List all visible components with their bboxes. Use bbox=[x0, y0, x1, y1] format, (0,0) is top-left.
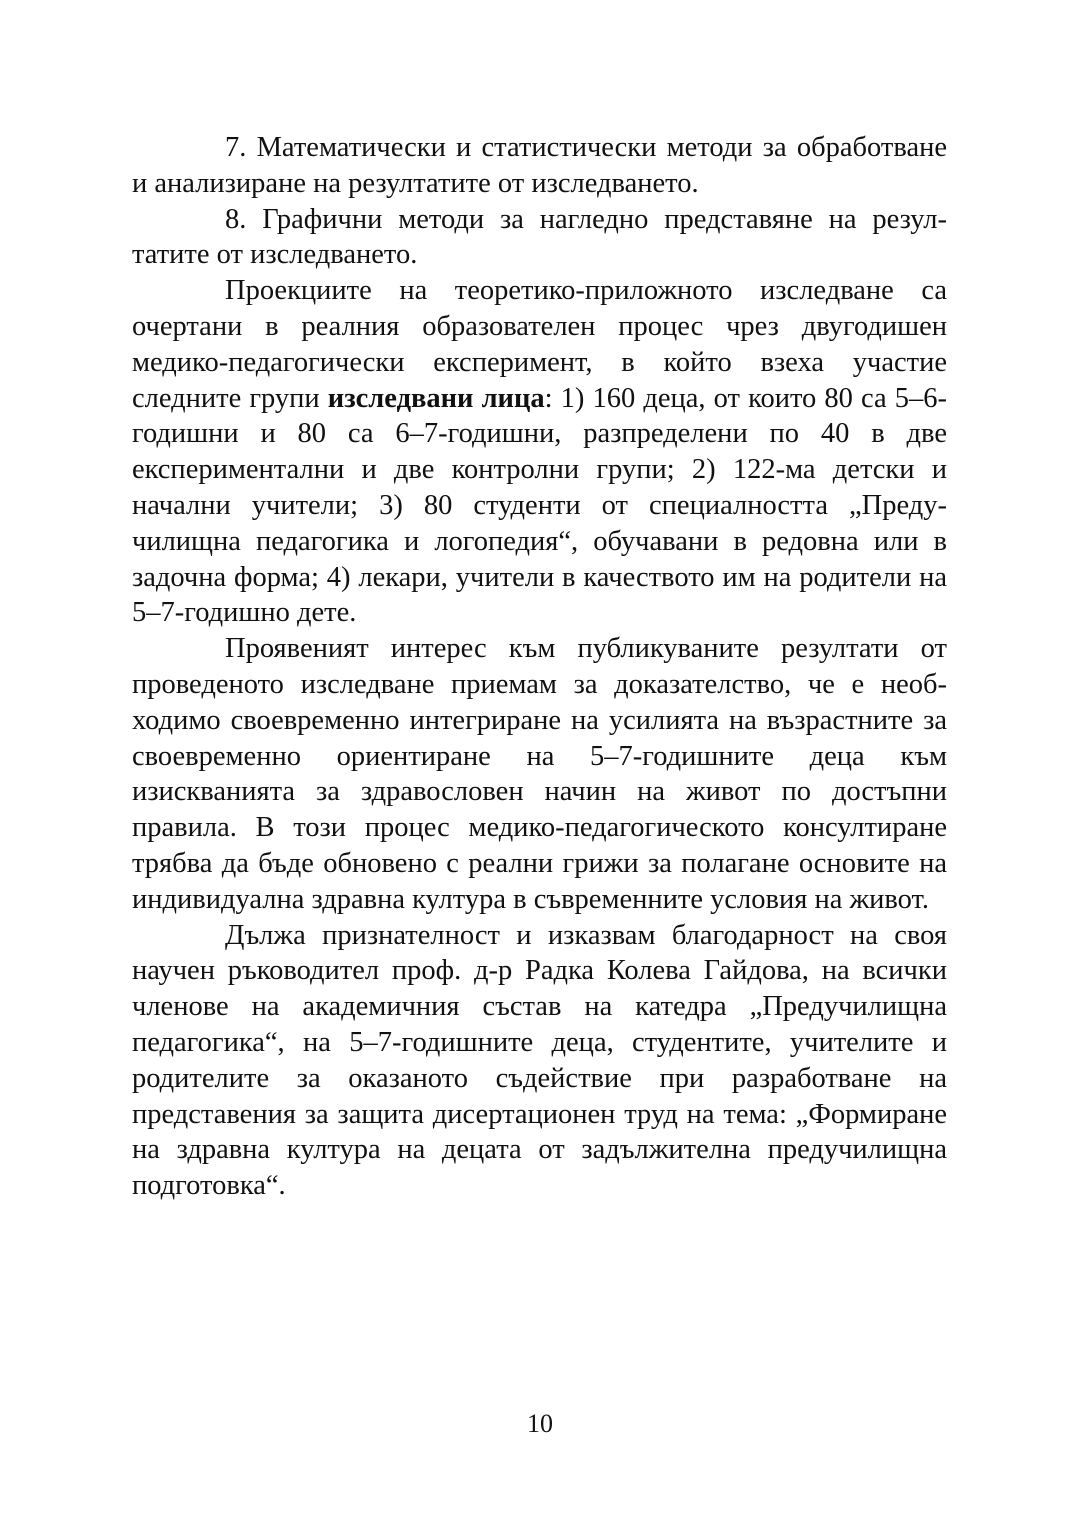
paragraph-experiment-end: : 1) 160 деца, от които 80 са 5–6-годишни и 80 са 6–7-годишни, разпределени по 40 в две експериментални и две контролни групи; 2) 122-ма детски и начални учители; 3) 80 студенти от специалността „Предучилищна педагогика и логопедия“, обучавани в редовна или в задочна форма; 4) лекари, учители в качеството им на родители на 5–7-годишно дете. bbox=[132, 382, 947, 629]
paragraph-interest: Проявеният интерес към публикуваните резултати от проведеното изследване приемам за доказателство, че е необходимо своевременно интегриране на усилията на възрастните за своевременно ориентиране на 5–7-годишните деца към изискванията за здравословен начин на живот по достъпни правила. В този процес медико-педагогическото консултиране трябва да бъде обновено с реални грижи за полагане основите на индивидуална здравна култура в съвременните условия на живот. bbox=[132, 633, 947, 915]
paragraph-acknowledgement: Дължа признателност и изказвам благодарност на своя научен ръководител проф. д-р Радка Колева Гайдова, на всички членове на академичния състав на катедра „Предучилищна педагогика“, на 5–7-годишните деца, студентите, учителите и родителите за оказаното съдействие при разработване на представения за защита дисертационен труд на тема: „Формиране на здравна култура на децата от задължителна предучилищна подготовка“. bbox=[132, 919, 947, 1202]
emphasis-subjects: изследвани лица bbox=[327, 382, 545, 414]
body-text bbox=[132, 130, 947, 1204]
paragraph-experiment bbox=[132, 273, 947, 631]
paragraph-methods-7: 7. Математически и статистически методи за обработване и анализиране на резултатите от изследването. bbox=[132, 132, 947, 199]
page-number: 10 bbox=[527, 1409, 553, 1438]
paragraph-methods-8: 8. Графични методи за нагледно представяне на резултатите от изследването. bbox=[132, 203, 947, 271]
paragraph-experiment-start: Проекциите на теоретико-приложното изследване са очертани в реалния образователен процес чрез двугодишен медико-педагогически експеримент, в който взеха участие следните групи bbox=[132, 275, 947, 414]
